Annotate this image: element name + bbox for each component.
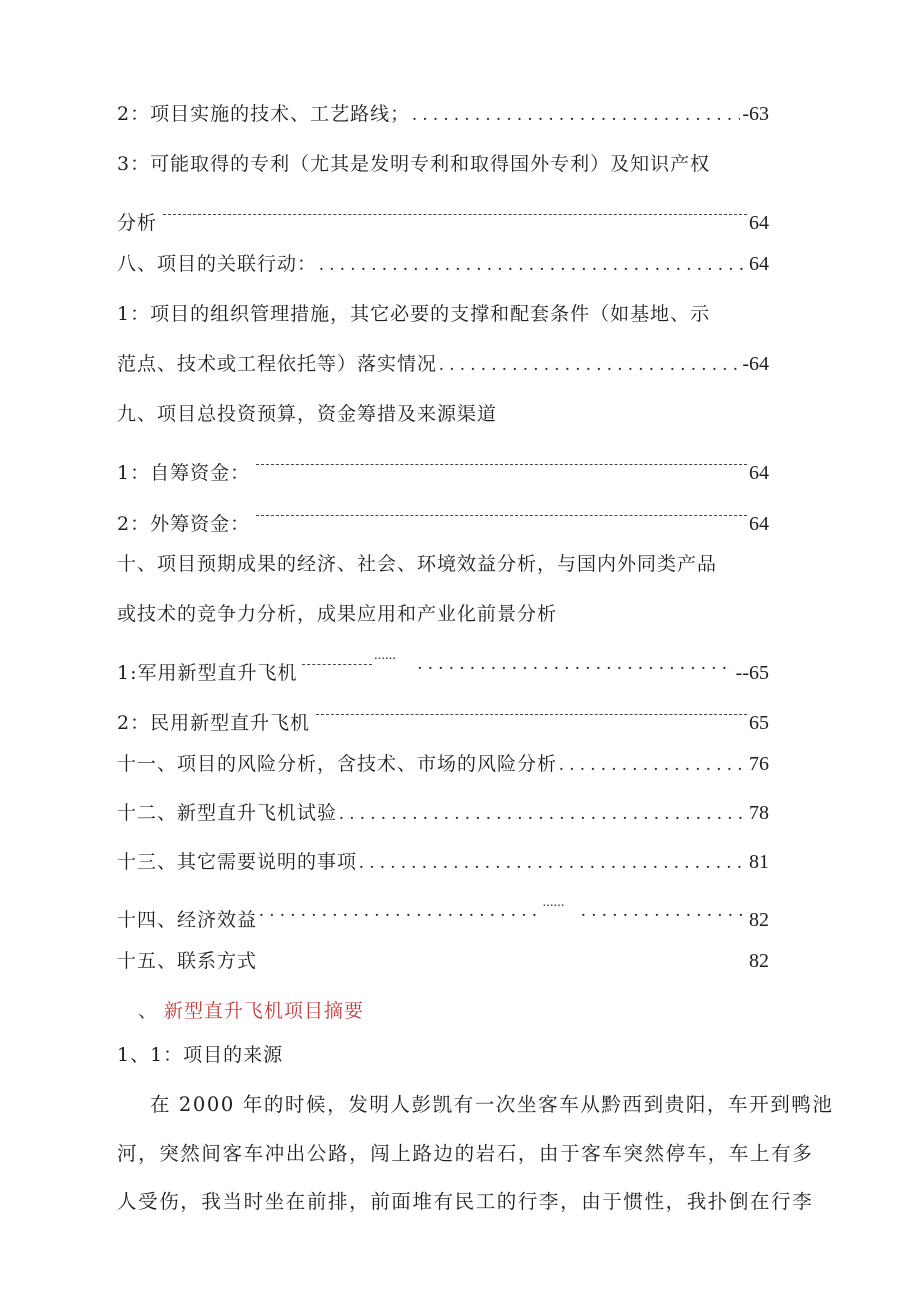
- toc-entry[interactable]: [117, 699, 769, 734]
- toc-entry-title: 十四、经济效益: [117, 909, 258, 931]
- toc-entry-title: 十三、其它需要说明的事项: [117, 851, 358, 873]
- toc-entry[interactable]: [117, 149, 769, 179]
- toc-entry[interactable]: [117, 798, 769, 828]
- ellipsis-segment: ······: [373, 652, 396, 667]
- toc-page-number: 64: [749, 212, 769, 234]
- dot-segment: [418, 649, 734, 679]
- ellipsis-segment: ······: [542, 899, 564, 914]
- toc-page-number: 78: [749, 802, 769, 824]
- toc-entry-title: 十五、联系方式: [117, 950, 258, 972]
- toc-entry-title: 十、项目预期成果的经济、社会、环境效益分析，与国内外同类产品: [117, 553, 718, 575]
- toc-entry[interactable]: [117, 749, 769, 779]
- toc-entry[interactable]: [117, 349, 769, 379]
- toc-page-number: 82: [749, 950, 769, 972]
- dash-leader: [312, 699, 747, 729]
- toc-entry[interactable]: [117, 549, 769, 579]
- toc-page-number: 64: [749, 462, 769, 484]
- toc-entry[interactable]: [117, 500, 769, 535]
- toc-page-number: 64: [749, 253, 769, 275]
- paragraph-line: 河，突然间客车冲出公路，闯上路边的岩石，由于客车突然停车，车上有多: [117, 1142, 814, 1165]
- toc-entry[interactable]: [117, 249, 769, 279]
- toc-page-number: 82: [749, 909, 769, 931]
- section-heading: [138, 996, 364, 1026]
- heading-prefix: 、: [138, 1000, 159, 1022]
- dot-segment: [581, 896, 747, 926]
- toc-entry[interactable]: [117, 946, 769, 976]
- toc-page-number: -64: [742, 353, 769, 375]
- toc-entry[interactable]: [117, 896, 769, 931]
- toc-entry-title: 1：项目的组织管理措施，其它必要的支撑和配套条件（如基地、示: [117, 303, 711, 325]
- dash-leader: [252, 449, 747, 479]
- subsection-heading: 1、1：项目的来源: [117, 1044, 284, 1066]
- toc-entry[interactable]: [117, 847, 769, 877]
- dash-segment: [302, 664, 372, 665]
- toc-entry-title: 分析: [117, 212, 158, 234]
- dot-segment: [259, 896, 539, 926]
- toc-page-number: 64: [749, 513, 769, 535]
- toc-entry-title: 1:军用新型直升飞机: [117, 662, 298, 684]
- toc-page-number: -63: [742, 103, 769, 125]
- paragraph-line: 人受伤，我当时坐在前排，前面堆有民工的行李，由于惯性，我扑倒在行李: [117, 1190, 814, 1213]
- toc-entry[interactable]: [117, 449, 769, 484]
- dot-leader: [319, 250, 747, 280]
- toc-entry-title: 范点、技术或工程依托等）落实情况: [117, 353, 438, 375]
- toc-entry-title: 2：民用新型直升飞机: [117, 712, 311, 734]
- dot-leader: [359, 848, 747, 878]
- toc-entry-title: 八、项目的关联行动：: [117, 253, 318, 275]
- dash-leader: [252, 500, 747, 530]
- paragraph-line: 在 2000 年的时候，发明人彭凯有一次坐客车从黔西到贵阳，车开到鸭池: [150, 1093, 834, 1116]
- toc-entry-title: 3：可能取得的专利（尤其是发明专利和取得国外专利）及知识产权: [117, 153, 711, 175]
- dot-leader: [412, 100, 740, 130]
- mixed-leader: [300, 649, 734, 679]
- dash-leader: [159, 199, 747, 229]
- toc-entry-title: 2：外筹资金：: [117, 513, 251, 535]
- toc-entry[interactable]: [117, 649, 769, 684]
- toc-entry[interactable]: [117, 299, 769, 329]
- toc-entry[interactable]: [117, 99, 769, 129]
- toc-page-number: --65: [735, 662, 769, 684]
- toc-entry-title: 九、项目总投资预算，资金筹措及来源渠道: [117, 403, 498, 425]
- mixed-leader: [259, 896, 747, 926]
- dot-leader: [559, 750, 747, 780]
- toc-entry-title: 十一、项目的风险分析，含技术、市场的风险分析: [117, 753, 558, 775]
- toc-entry-title: 或技术的竞争力分析，成果应用和产业化前景分析: [117, 603, 558, 625]
- heading-text: 新型直升飞机项目摘要: [164, 1000, 365, 1022]
- dot-leader: [339, 799, 747, 829]
- dot-leader: [439, 350, 740, 380]
- toc-entry-title: 2：项目实施的技术、工艺路线；: [117, 103, 411, 125]
- toc-page-number: 65: [749, 712, 769, 734]
- toc-entry[interactable]: [117, 399, 769, 429]
- toc-entry-title: 十二、新型直升飞机试验: [117, 802, 338, 824]
- toc-page-number: 76: [749, 753, 769, 775]
- toc-entry[interactable]: [117, 199, 769, 234]
- toc-entry-title: 1：自筹资金：: [117, 462, 251, 484]
- toc-page-number: 81: [749, 851, 769, 873]
- toc-entry[interactable]: [117, 599, 769, 629]
